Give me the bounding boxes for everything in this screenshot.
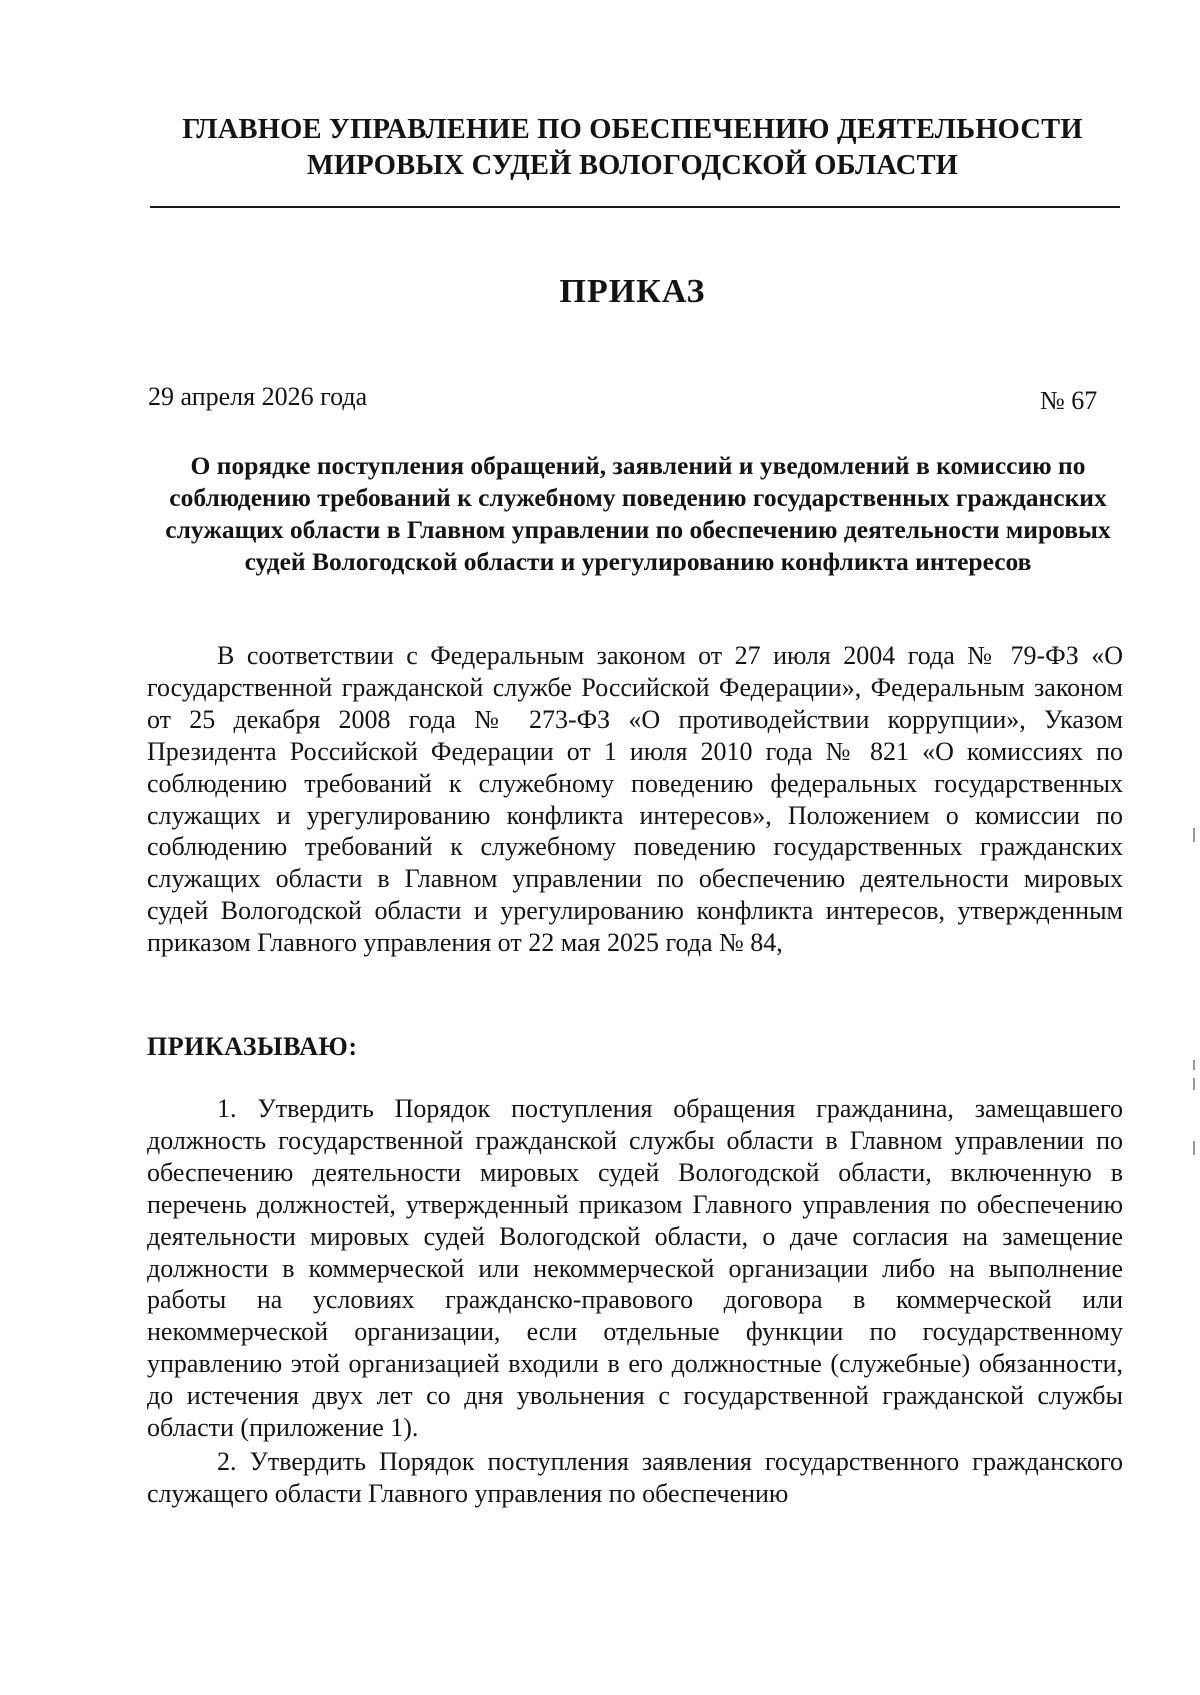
document-type: ПРИКАЗ xyxy=(559,273,706,310)
preamble-paragraph: В соответствии с Федеральным законом от 27 июля 2004 года № 79-ФЗ «О государственной гражданской службе Российской Федерации», Федеральным законом от 25 декабря 2008 года № 273-ФЗ «О противодействии коррупции», Указом Президента Российской Федерации от 1 июля 2010 года № 821 «О комиссиях по соблюдению требований к служебному поведению федеральных государственных служащих и урегулированию конфликта интересов», Положением о комиссии по соблюдению требований к служебному поведению государственных гражданских служащих области в Главном управлении по обеспечению деятельности мировых судей Вологодской области и урегулированию конфликта интересов, утвержденным приказом Главного управления от 22 мая 2025 года № 84, xyxy=(147,641,1123,958)
preamble xyxy=(147,640,1123,959)
scan-edge-mark xyxy=(1193,1060,1195,1070)
document-title: О порядке поступления обращений, заявлений и уведомлений в комиссию по соблюдению требований к служебному поведению государственных гражданских служащих области в Главном управлении по обеспечению деятельности мировых судей Вологодской области и урегулированию конфликта интересов xyxy=(165,451,1111,576)
order-item-1: 1. Утвердить Порядок поступления обращения гражданина, замещавшего должность государственной гражданской службы области в Главном управлении по обеспечению деятельности мировых судей Вологодской области, включенную в перечень должностей, утвержденный приказом Главного управления по обеспечению деятельности мировых судей Вологодской области, о даче согласия на замещение должности в коммерческой или некоммерческой организации либо на выполнение работы на условиях гражданско-правового договора в коммерческой или некоммерческой организации, если отдельные функции по государственному управлению этой организацией входили в его должностные (служебные) обязанности, до истечения двух лет со дня увольнения с государственной гражданской службы области (приложение 1). xyxy=(147,1094,1123,1443)
scan-edge-mark xyxy=(1193,1078,1195,1090)
header-divider xyxy=(150,206,1120,208)
scan-edge-mark xyxy=(1193,1141,1195,1155)
order-items xyxy=(147,1093,1123,1510)
order-word: ПРИКАЗЫВАЮ: xyxy=(147,1032,358,1061)
scan-edge-mark xyxy=(1193,828,1195,842)
organization-header xyxy=(140,112,1125,184)
order-item-2: 2. Утвердить Порядок поступления заявления государственного гражданского служащего области Главного управления по обеспечению xyxy=(147,1446,1123,1508)
document-number: № 67 xyxy=(1040,386,1098,415)
document-date: 29 апреля 2026 года xyxy=(148,382,368,411)
organization-name-line-2: МИРОВЫХ СУДЕЙ ВОЛОГОДСКОЙ ОБЛАСТИ xyxy=(306,150,959,181)
organization-name-line-1: ГЛАВНОЕ УПРАВЛЕНИЕ ПО ОБЕСПЕЧЕНИЮ ДЕЯТЕЛЬНОСТИ xyxy=(182,114,1083,145)
